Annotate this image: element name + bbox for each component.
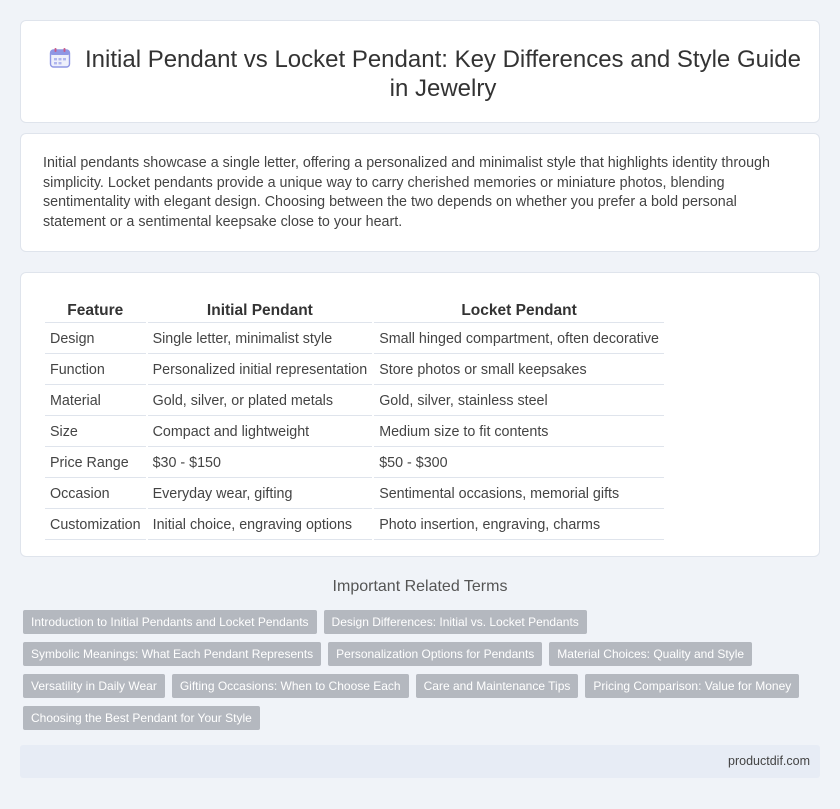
- table-cell: Gold, silver, stainless steel: [374, 387, 664, 416]
- table-cell: Price Range: [45, 449, 146, 478]
- table-cell: Material: [45, 387, 146, 416]
- table-cell: Customization: [45, 511, 146, 540]
- related-term-tag[interactable]: Introduction to Initial Pendants and Locket Pendants: [23, 610, 317, 634]
- header-initial-pendant: Initial Pendant: [148, 299, 373, 323]
- related-term-tag[interactable]: Pricing Comparison: Value for Money: [585, 674, 799, 698]
- related-terms-list: [23, 610, 803, 730]
- table-cell: Everyday wear, gifting: [148, 480, 373, 509]
- related-term-tag[interactable]: Personalization Options for Pendants: [328, 642, 542, 666]
- table-cell: Occasion: [45, 480, 146, 509]
- table-cell: Single letter, minimalist style: [148, 325, 373, 354]
- table-cell: Sentimental occasions, memorial gifts: [374, 480, 664, 509]
- table-row: [45, 511, 664, 540]
- table-cell: Photo insertion, engraving, charms: [374, 511, 664, 540]
- table-cell: Initial choice, engraving options: [148, 511, 373, 540]
- related-term-tag[interactable]: Choosing the Best Pendant for Your Style: [23, 706, 260, 730]
- related-term-tag[interactable]: Symbolic Meanings: What Each Pendant Represents: [23, 642, 321, 666]
- table-cell: Design: [45, 325, 146, 354]
- comparison-card: [20, 272, 820, 557]
- table-cell: $30 - $150: [148, 449, 373, 478]
- page-title: Initial Pendant vs Locket Pendant: Key Differences and Style Guide in Jewelry: [85, 46, 801, 102]
- table-cell: Size: [45, 418, 146, 447]
- table-cell: Gold, silver, or plated metals: [148, 387, 373, 416]
- related-term-tag[interactable]: Care and Maintenance Tips: [416, 674, 579, 698]
- related-term-tag[interactable]: Versatility in Daily Wear: [23, 674, 165, 698]
- table-row: [45, 418, 664, 447]
- comparison-table: [43, 297, 666, 542]
- calendar-icon: [49, 47, 71, 69]
- footer: [20, 745, 820, 778]
- table-cell: $50 - $300: [374, 449, 664, 478]
- related-term-tag[interactable]: Material Choices: Quality and Style: [549, 642, 752, 666]
- table-cell: Compact and lightweight: [148, 418, 373, 447]
- header-feature: Feature: [45, 299, 146, 323]
- table-header-row: [45, 299, 664, 323]
- table-row: [45, 387, 664, 416]
- footer-site-name[interactable]: productdif.com: [728, 754, 810, 768]
- table-row: [45, 356, 664, 385]
- intro-paragraph: Initial pendants showcase a single letter, offering a personalized and minimalist style that highlights identity through simplicity. Locket pendants provide a unique way to carry cherished memories or miniature photos, blending sentimentality with elegant design. Choosing between the two depends on whether you prefer a bold personal statement or a sentimental keepsake close to your heart.: [43, 155, 770, 230]
- table-cell: Small hinged compartment, often decorative: [374, 325, 664, 354]
- table-row: [45, 480, 664, 509]
- table-cell: Function: [45, 356, 146, 385]
- related-term-tag[interactable]: Gifting Occasions: When to Choose Each: [172, 674, 409, 698]
- table-cell: Store photos or small keepsakes: [374, 356, 664, 385]
- table-cell: Medium size to fit contents: [374, 418, 664, 447]
- table-cell: Personalized initial representation: [148, 356, 373, 385]
- title-card: [20, 20, 820, 123]
- table-row: [45, 325, 664, 354]
- intro-card: [20, 133, 820, 252]
- table-row: [45, 449, 664, 478]
- related-term-tag[interactable]: Design Differences: Initial vs. Locket Pendants: [324, 610, 587, 634]
- related-terms-heading: Important Related Terms: [332, 578, 508, 595]
- header-locket-pendant: Locket Pendant: [374, 299, 664, 323]
